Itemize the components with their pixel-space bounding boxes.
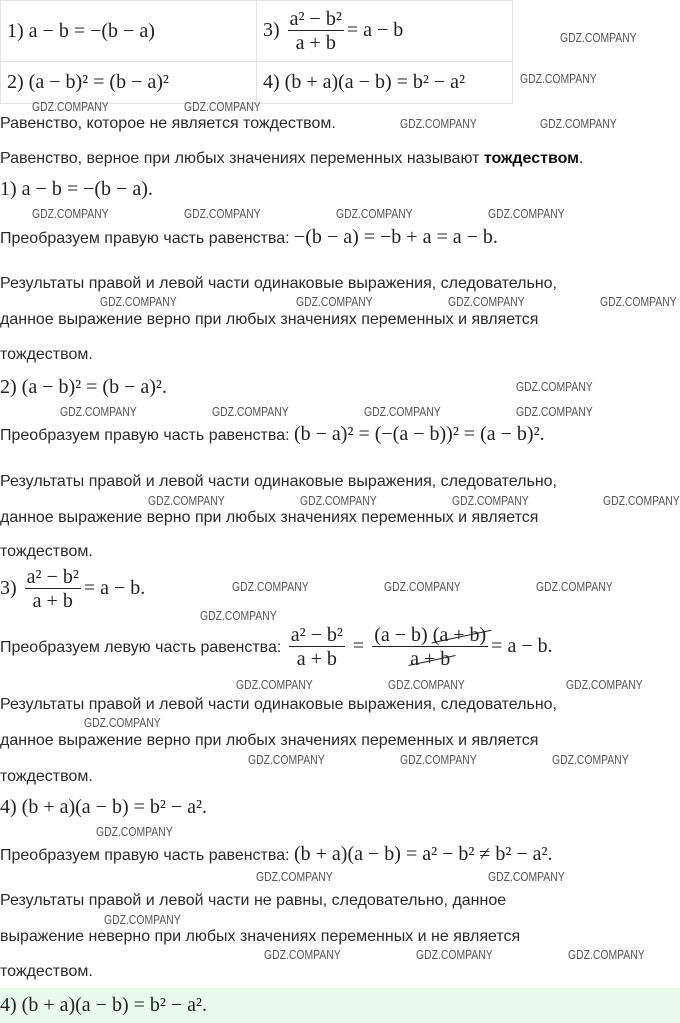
item-1-conclusion-2: данное выражение верно при любых значениях переменных и является xyxy=(0,311,539,328)
numerator xyxy=(372,624,488,647)
question-text: Равенство, которое не является тождеством. xyxy=(0,115,336,132)
answer-box xyxy=(0,988,680,1023)
watermark: GDZ.COMPANY xyxy=(232,579,309,594)
watermark: GDZ.COMPANY xyxy=(552,752,629,767)
watermark: GDZ.COMPANY xyxy=(388,677,465,692)
watermark: GDZ.COMPANY xyxy=(400,116,477,131)
option-1: 1) a − b = −(b − a) xyxy=(1,1,257,62)
item-2-transform xyxy=(0,423,545,447)
watermark: GDZ.COMPANY xyxy=(300,493,377,508)
item-3-conclusion-2: данное выражение верно при любых значениях переменных и является xyxy=(0,732,539,749)
watermark: GDZ.COMPANY xyxy=(400,752,477,767)
item-4-header: 4) (b + a)(a − b) = b² − a². xyxy=(0,796,208,818)
watermark: GDZ.COMPANY xyxy=(336,206,413,221)
definition-text xyxy=(0,148,583,170)
denominator: a + b xyxy=(295,31,336,54)
answer-text: 4) (b + a)(a − b) = b² − a². xyxy=(0,994,208,1016)
numerator: a² − b² xyxy=(289,7,342,30)
fraction xyxy=(25,566,81,613)
watermark: GDZ.COMPANY xyxy=(212,404,289,419)
math: (b + a)(a − b) = a² − b² ≠ b² − a². xyxy=(293,843,553,865)
watermark: GDZ.COMPANY xyxy=(536,579,613,594)
period: . xyxy=(579,150,584,167)
watermark: GDZ.COMPANY xyxy=(516,379,593,394)
math: $\frac{\text{a² − b²}}{a + b}$ = $\frac{(a - b) (a + b)}{a + b}$ = a − b. xyxy=(290,624,553,670)
rhs: = a − b. xyxy=(491,635,553,658)
item-3-conclusion-1: Результаты правой и левой части одинаковые выражения, следовательно, xyxy=(0,696,557,713)
item-4-conclusion-3: тождеством. xyxy=(0,963,93,980)
option-label: 3) xyxy=(263,18,280,41)
watermark: GDZ.COMPANY xyxy=(416,947,493,962)
watermark: GDZ.COMPANY xyxy=(364,404,441,419)
cancelled-denominator: a + b xyxy=(410,648,451,670)
fraction-2 xyxy=(372,624,488,671)
label: Преобразуем левую часть равенства: xyxy=(0,638,286,656)
rhs: = a − b xyxy=(346,18,404,41)
fraction-1 xyxy=(289,624,345,671)
rhs: = a − b. xyxy=(83,577,146,600)
item-4-conclusion-1: Результаты правой и левой части не равны, следовательно, данное xyxy=(0,892,507,909)
item-3-header xyxy=(0,566,145,613)
watermark: GDZ.COMPANY xyxy=(566,677,643,692)
numerator: a² − b² xyxy=(290,624,343,646)
watermark: GDZ.COMPANY xyxy=(296,294,373,309)
label: Преобразуем правую часть равенства: xyxy=(0,230,294,247)
watermark: GDZ.COMPANY xyxy=(236,677,313,692)
factor: (a − b) xyxy=(374,624,428,646)
watermark: GDZ.COMPANY xyxy=(520,71,597,86)
watermark: GDZ.COMPANY xyxy=(560,30,637,45)
denominator: a + b xyxy=(296,648,337,670)
watermark: GDZ.COMPANY xyxy=(184,206,261,221)
watermark: GDZ.COMPANY xyxy=(248,752,325,767)
watermark: GDZ.COMPANY xyxy=(84,715,161,730)
option-2: 2) (a − b)² = (b − a)² xyxy=(1,62,257,104)
watermark: GDZ.COMPANY xyxy=(200,608,277,623)
option-3 xyxy=(257,1,513,62)
item-4-conclusion-2: выражение неверно при любых значениях переменных и не является xyxy=(0,928,521,945)
watermark: GDZ.COMPANY xyxy=(488,869,565,884)
item-2-conclusion-3: тождеством. xyxy=(0,543,93,560)
watermark: GDZ.COMPANY xyxy=(256,869,333,884)
definition: Равенство, верное при любых значениях переменных называют xyxy=(0,150,484,167)
denominator xyxy=(410,647,450,671)
item-4-transform xyxy=(0,843,553,867)
watermark: GDZ.COMPANY xyxy=(96,824,173,839)
watermark: GDZ.COMPANY xyxy=(600,294,677,309)
watermark: GDZ.COMPANY xyxy=(100,294,177,309)
watermark: GDZ.COMPANY xyxy=(568,947,645,962)
math: (b − a)² = (−(a − b))² = (a − b)². xyxy=(293,423,545,445)
watermark: GDZ.COMPANY xyxy=(184,99,261,114)
watermark: GDZ.COMPANY xyxy=(104,912,181,927)
label: 3) xyxy=(0,577,17,600)
watermark: GDZ.COMPANY xyxy=(452,493,529,508)
watermark: GDZ.COMPANY xyxy=(603,493,680,508)
item-2-conclusion-2: данное выражение верно при любых значениях переменных и является xyxy=(0,509,539,526)
denominator: a + b xyxy=(32,590,73,612)
item-1-conclusion-3: тождеством. xyxy=(0,346,93,363)
math: −(b − a) = −b + a = a − b. xyxy=(293,226,498,248)
label: Преобразуем правую часть равенства: xyxy=(0,427,294,444)
cancelled-factor: (a + b) xyxy=(432,624,487,646)
watermark: GDZ.COMPANY xyxy=(540,116,617,131)
watermark: GDZ.COMPANY xyxy=(264,947,341,962)
item-1-conclusion-1: Результаты правой и левой части одинаковые выражения, следовательно, xyxy=(0,275,557,292)
watermark: GDZ.COMPANY xyxy=(448,294,525,309)
option-4: 4) (b + a)(a − b) = b² − a² xyxy=(257,62,513,104)
watermark: GDZ.COMPANY xyxy=(488,206,565,221)
options-table xyxy=(0,0,513,104)
watermark: GDZ.COMPANY xyxy=(32,206,109,221)
item-2-conclusion-1: Результаты правой и левой части одинаковые выражения, следовательно, xyxy=(0,473,557,490)
item-3-transform xyxy=(0,624,553,671)
label: Преобразуем правую часть равенства: xyxy=(0,847,294,864)
numerator: a² − b² xyxy=(26,566,79,588)
watermark: GDZ.COMPANY xyxy=(32,99,109,114)
item-1-transform xyxy=(0,226,498,250)
item-2-header: 2) (a − b)² = (b − a)². xyxy=(0,376,167,398)
watermark: GDZ.COMPANY xyxy=(516,404,593,419)
fraction xyxy=(288,8,344,55)
definition-term: тождеством xyxy=(483,150,579,167)
watermark: GDZ.COMPANY xyxy=(60,404,137,419)
watermark: GDZ.COMPANY xyxy=(148,493,225,508)
item-1-header: 1) a − b = −(b − a). xyxy=(0,178,153,200)
watermark: GDZ.COMPANY xyxy=(384,579,461,594)
item-3-conclusion-3: тождеством. xyxy=(0,768,93,785)
